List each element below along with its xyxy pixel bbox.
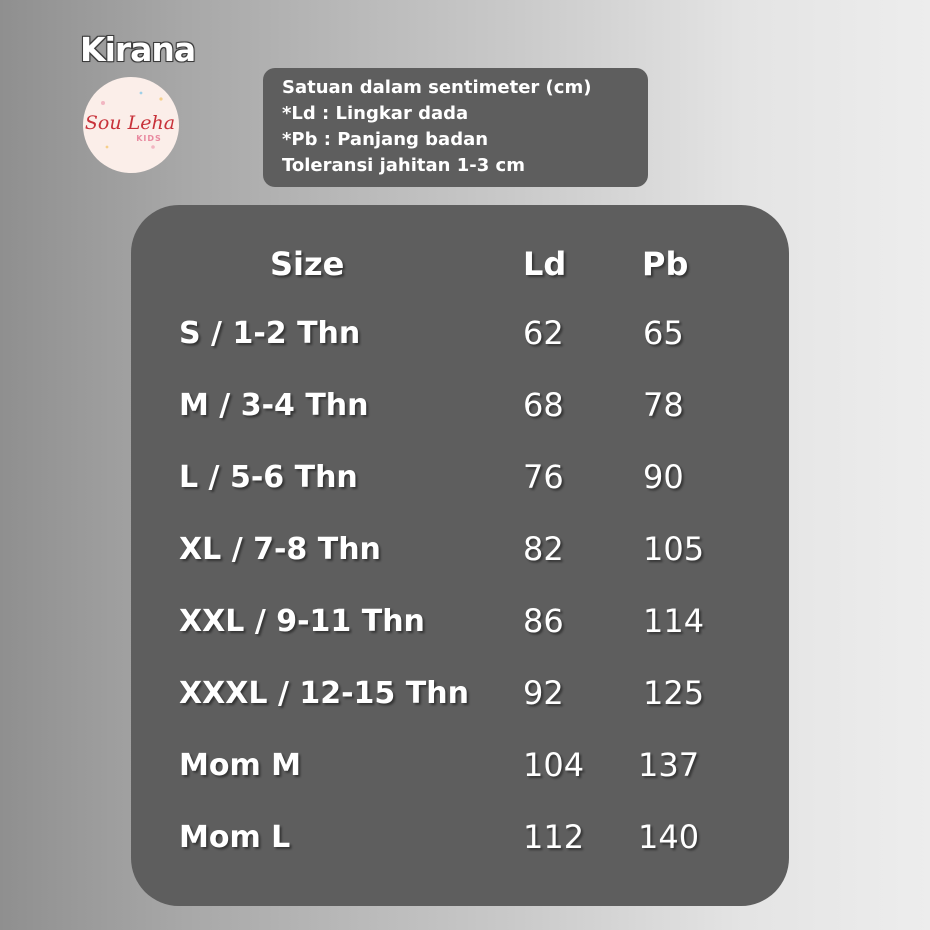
brand-name: Kirana [80,30,196,69]
row-size-label: L / 5-6 Thn [179,460,358,495]
row-ld-value: 86 [523,602,564,640]
header-pb: Pb [642,245,689,283]
row-size-label: XXL / 9-11 Thn [179,604,425,639]
row-size-label: XXXL / 12-15 Thn [179,676,469,711]
row-ld-value: 104 [523,746,585,784]
size-chart-table [131,205,789,906]
note-box [263,68,648,187]
row-size-label: Mom M [179,748,302,783]
row-pb-value: 140 [638,818,700,856]
logo-text: Sou Leha [84,112,176,134]
row-pb-value: 125 [643,674,705,712]
logo-mark-icon [83,77,179,173]
row-pb-value: 65 [643,314,684,352]
note-unit: Satuan dalam sentimeter (cm) [282,77,592,98]
row-pb-value: 90 [643,458,684,496]
row-ld-value: 82 [523,530,564,568]
note-tolerance: Toleransi jahitan 1-3 cm [282,155,525,176]
row-size-label: Mom L [179,820,291,855]
row-pb-value: 105 [643,530,705,568]
row-pb-value: 137 [638,746,700,784]
note-ld: *Ld : Lingkar dada [282,103,469,124]
row-ld-value: 76 [523,458,564,496]
row-ld-value: 112 [523,818,585,856]
header-size: Size [270,245,345,283]
note-pb: *Pb : Panjang badan [282,129,489,150]
brand-logo [83,77,179,173]
row-size-label: XL / 7-8 Thn [179,532,381,567]
header-ld: Ld [523,245,567,283]
logo-subtext: KIDS [136,134,162,143]
row-ld-value: 62 [523,314,564,352]
row-size-label: M / 3-4 Thn [179,388,369,423]
row-ld-value: 68 [523,386,564,424]
row-ld-value: 92 [523,674,564,712]
row-size-label: S / 1-2 Thn [179,316,361,351]
row-pb-value: 78 [643,386,684,424]
row-pb-value: 114 [643,602,705,640]
